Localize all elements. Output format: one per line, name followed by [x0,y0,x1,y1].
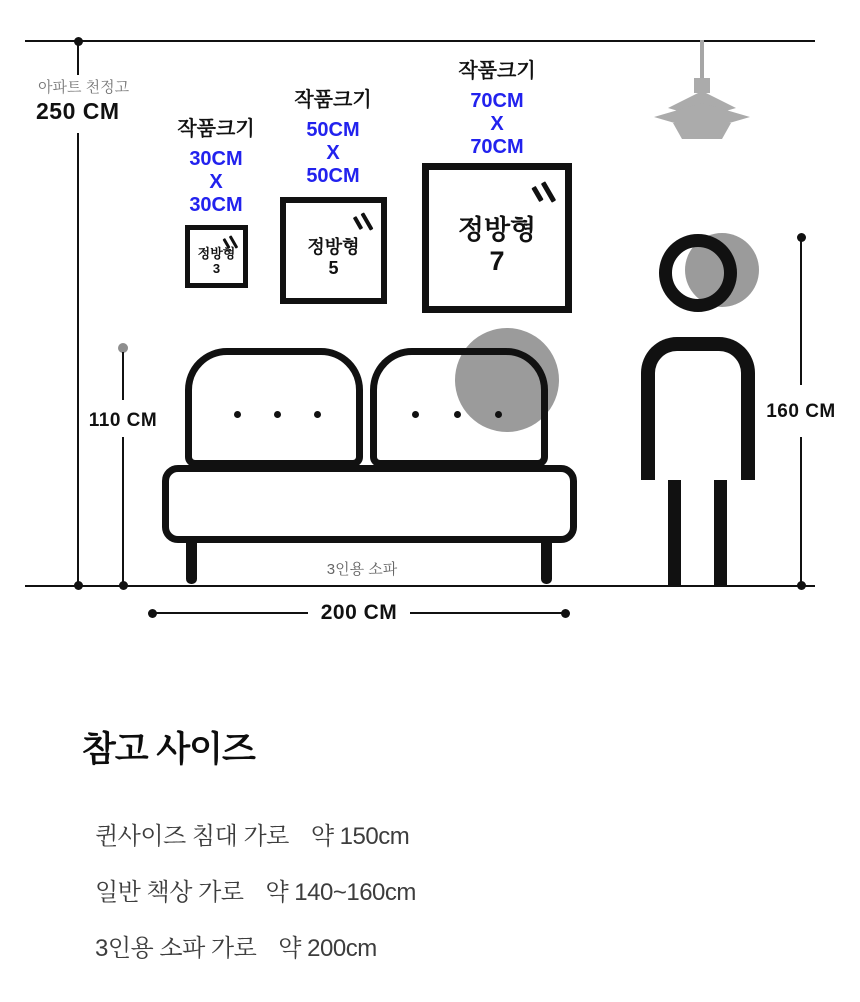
artwork-frame-70 [422,163,572,313]
artwork-number: 7 [489,246,505,276]
reference-row [95,816,416,851]
artwork-size-header: 작품크기 [177,118,255,140]
person-head [659,234,737,312]
person-leg [668,480,681,585]
sofa-height-line [122,352,124,400]
artwork-size-header: 작품크기 [458,60,536,82]
person-torso [641,337,755,480]
ceiling-caption: 아파트 천정고 [38,79,130,96]
person-height-line [800,437,802,585]
ceiling-measure-line [77,133,79,585]
artwork-name: 정방형 [307,236,360,257]
reference-label: 퀸사이즈 침대 가로 [95,823,289,850]
artwork-frame-50 [280,197,387,304]
sofa-height-line [122,437,124,585]
reference-section [82,722,416,984]
sofa-height-value: 110 CM [88,410,158,431]
artwork-name: 정방형 [197,245,236,261]
sofa-tuft-dot [495,411,502,418]
reference-title: 참고 사이즈 [82,730,255,769]
sofa-width-line [156,612,308,614]
measure-dot [74,581,83,590]
reference-value: 약 150cm [310,823,410,850]
sofa-tuft-dot [454,411,461,418]
sofa-cushion-left [185,348,363,467]
person-leg [714,480,727,585]
sofa-tuft-dot [234,411,241,418]
measure-dot [797,581,806,590]
artwork-size-header: 작품크기 [294,89,372,111]
sofa-tuft-dot [274,411,281,418]
sofa-caption: 3인용 소파 [326,561,398,578]
person-height-line [800,241,802,385]
measure-dot [119,581,128,590]
artwork-height: 70CM [470,136,524,158]
sofa-cushion-right [370,348,548,467]
person-height-value: 160 CM [766,401,836,422]
ceiling-measure-line [77,41,79,75]
sofa-leg [541,543,552,584]
sofa-width-line [410,612,562,614]
pendant-lamp-icon [646,38,758,144]
artwork-number: 3 [212,260,221,276]
artwork-width: 70CM [470,90,524,112]
sofa-width-value: 200 CM [320,601,398,624]
artwork-x: X [326,142,340,164]
sofa-leg [186,543,197,584]
artwork-70-label [442,54,552,159]
artwork-width: 30CM [189,148,243,170]
artwork-frame-30 [185,225,248,288]
artwork-x: X [209,171,223,193]
artwork-name: 정방형 [457,214,537,245]
artwork-30-label [161,112,271,217]
measure-dot [561,609,570,618]
artwork-50-label [278,83,388,188]
sofa-base [162,465,577,543]
reference-label: 일반 책상 가로 [95,879,244,906]
artwork-x: X [490,113,504,135]
floor-line [25,585,815,587]
reference-value: 약 140~160cm [265,879,416,906]
artwork-width: 50CM [306,119,360,141]
ceiling-height-value: 250 CM [36,98,120,124]
reference-value: 약 200cm [278,935,377,962]
artwork-height: 50CM [306,165,360,187]
reference-label: 3인용 소파 가로 [95,935,257,962]
reference-row [95,872,416,907]
sofa-tuft-dot [412,411,419,418]
sofa-tuft-dot [314,411,321,418]
reference-row [95,928,416,963]
artwork-height: 30CM [189,194,243,216]
artwork-number: 5 [328,257,339,278]
